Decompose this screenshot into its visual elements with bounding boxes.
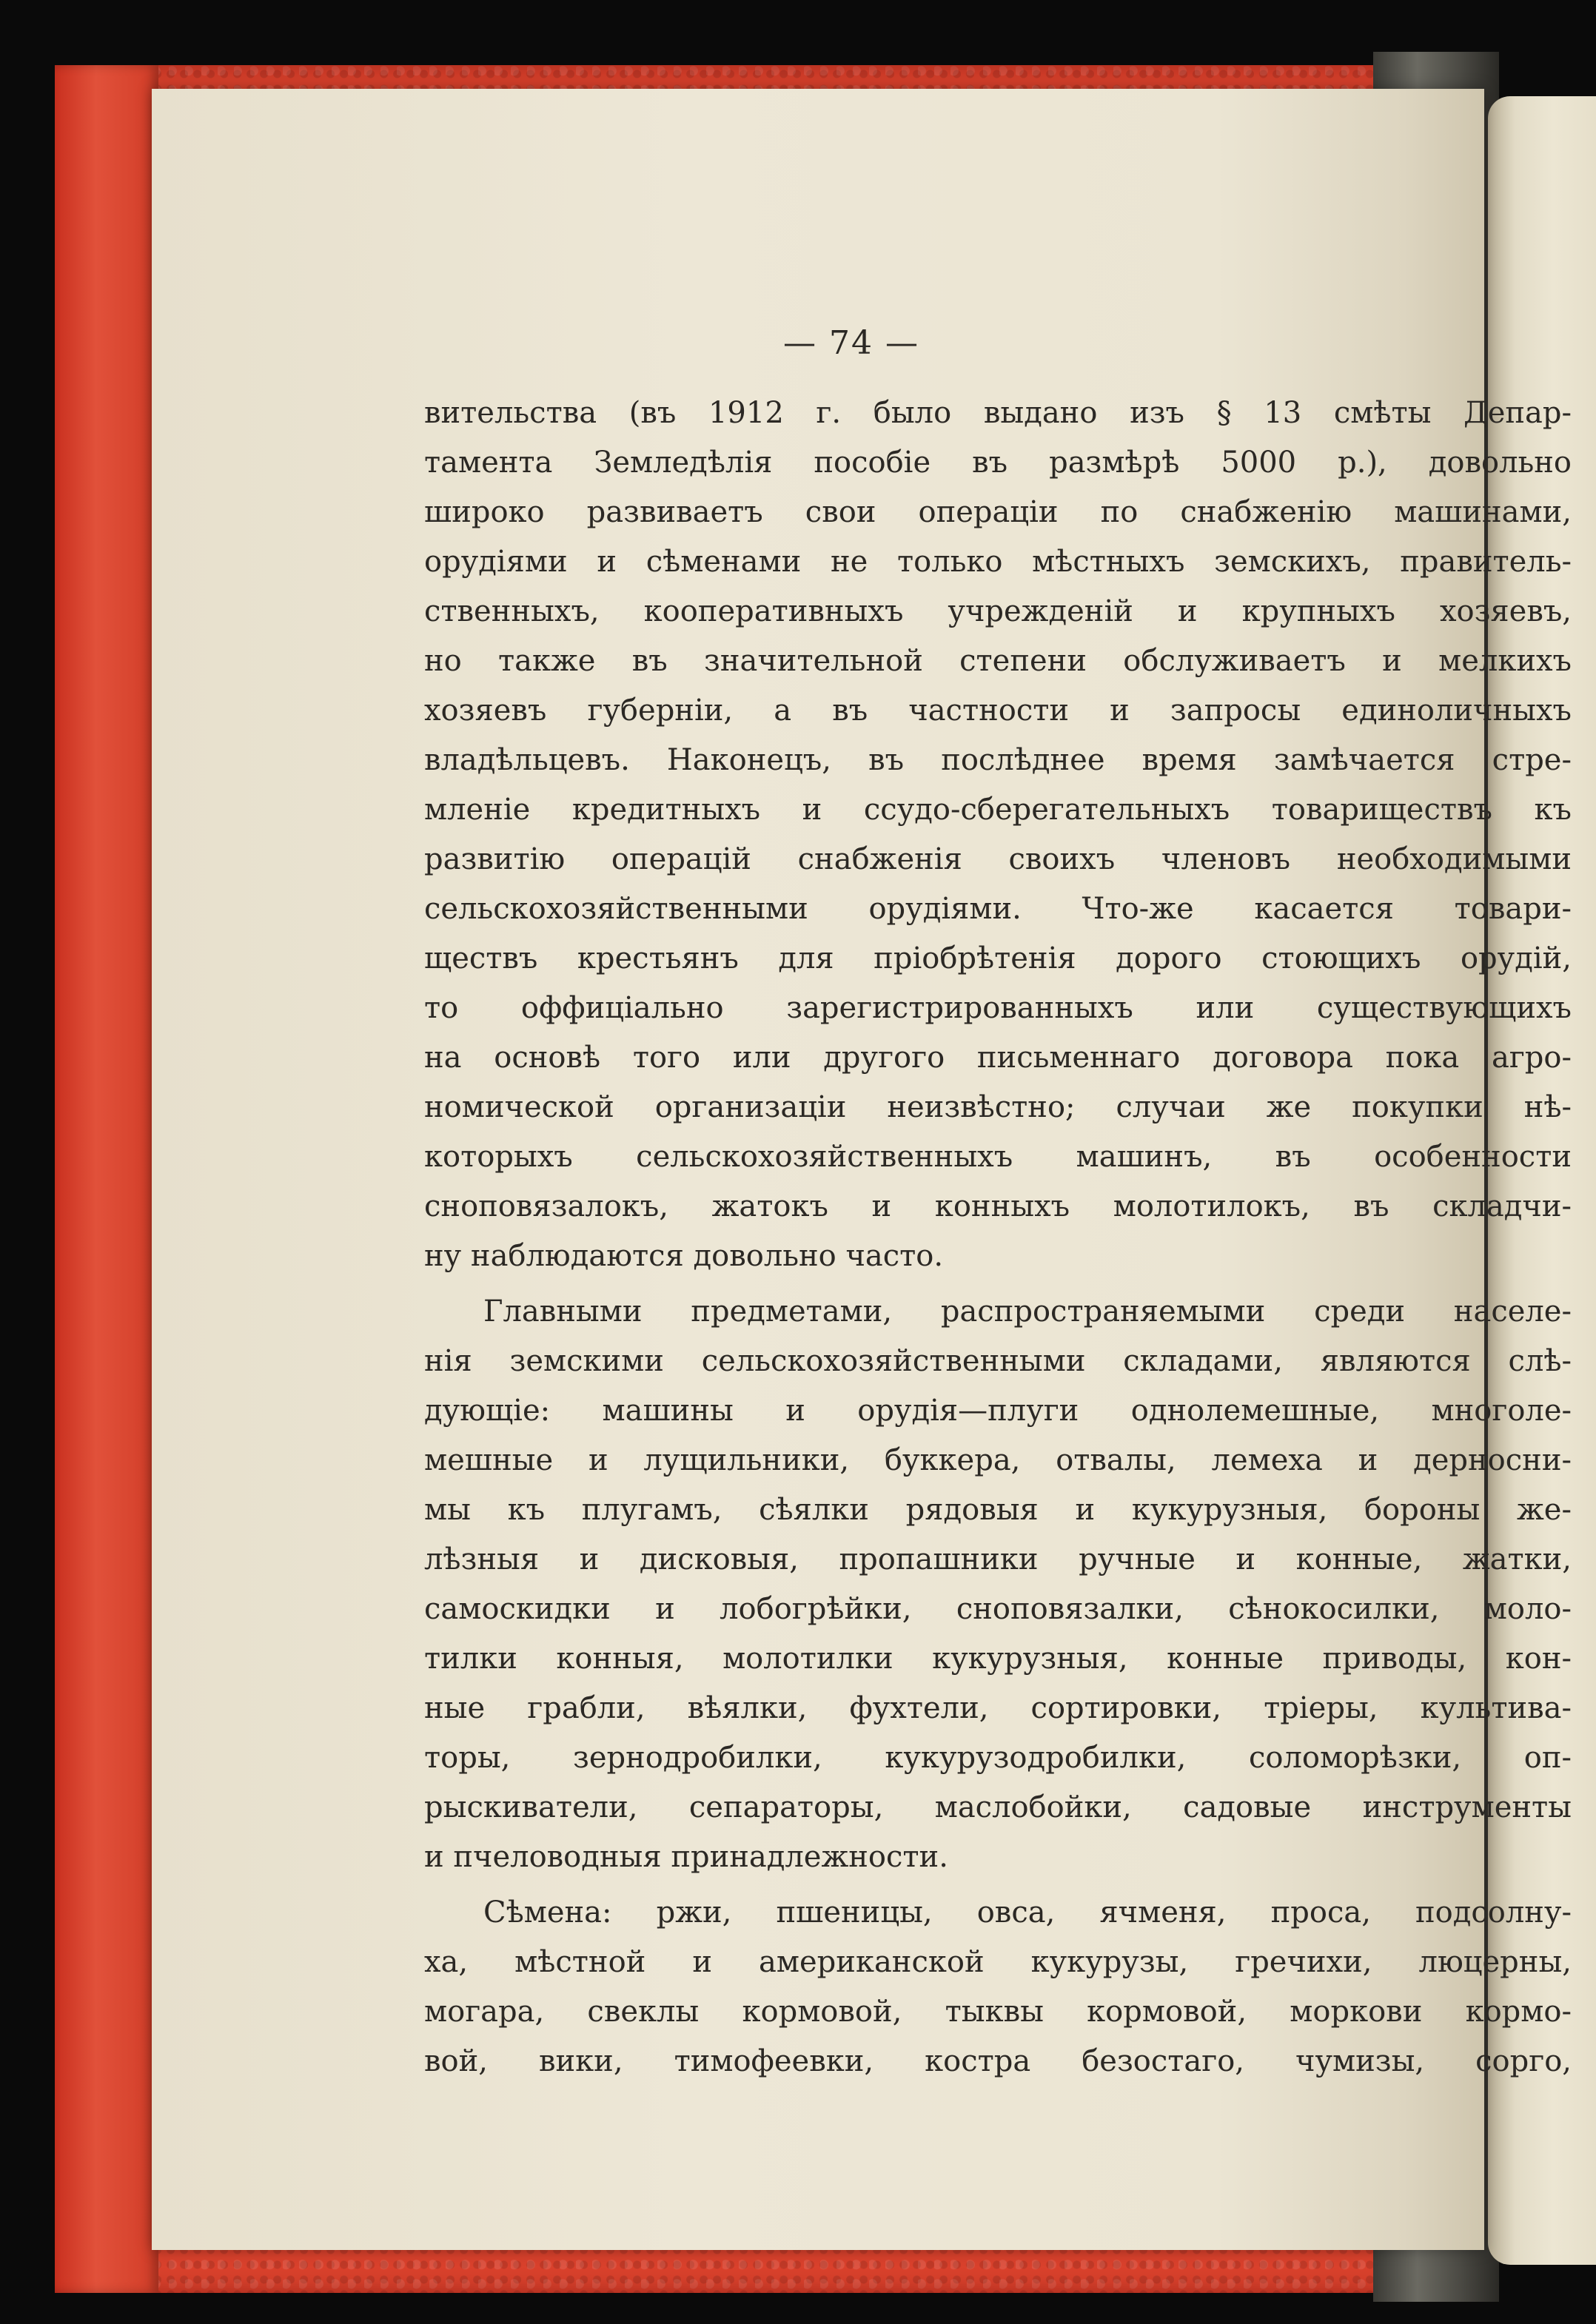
text-line: тамента Земледѣлія пособіе въ размѣрѣ 5000 р.), довольно bbox=[424, 446, 1572, 480]
text-line: ственныхъ, кооперативныхъ учрежденій и крупныхъ хозяевъ, bbox=[424, 594, 1572, 628]
text-line: Сѣмена: ржи, пшеницы, овса, ячменя, проса, подсолну- bbox=[483, 1895, 1572, 1930]
text-line: и пчеловодныя принадлежности. bbox=[424, 1840, 948, 1874]
text-line: орудіями и сѣменами не только мѣстныхъ земскихъ, правитель- bbox=[424, 545, 1572, 579]
cover-edge bbox=[55, 65, 158, 2293]
text-line: сельскохозяйственными орудіями. Что-же касается товари- bbox=[424, 892, 1572, 926]
text-line: дующіе: машины и орудія—плуги однолемешные, многоле- bbox=[424, 1394, 1572, 1428]
text-line: владѣльцевъ. Наконецъ, въ послѣднее время замѣчается стре- bbox=[424, 743, 1572, 777]
text-line: мы къ плугамъ, сѣялки рядовыя и кукурузныя, бороны же- bbox=[424, 1493, 1572, 1527]
text-line: рыскиватели, сепараторы, маслобойки, садовые инструменты bbox=[424, 1790, 1572, 1824]
text-line: лѣзныя и дисковыя, пропашники ручные и конные, жатки, bbox=[424, 1542, 1572, 1576]
text-line: нія земскими сельскохозяйственными складами, являются слѣ- bbox=[424, 1344, 1572, 1378]
page-body-text bbox=[424, 389, 1572, 2086]
text-line: то оффиціально зарегистрированныхъ или существующихъ bbox=[424, 991, 1572, 1025]
text-line: ществъ крестьянъ для пріобрѣтенія дорого стоющихъ орудій, bbox=[424, 941, 1572, 975]
text-line: мленіе кредитныхъ и ссудо-сберегательныхъ товариществъ къ bbox=[424, 793, 1572, 827]
text-line: Главными предметами, распространяемыми среди населе- bbox=[483, 1294, 1572, 1329]
text-line: широко развиваетъ свои операціи по снабженію машинами, bbox=[424, 495, 1572, 529]
paragraph-3 bbox=[424, 1888, 1572, 2086]
text-line: могара, свеклы кормовой, тыквы кормовой, моркови кормо- bbox=[424, 1995, 1572, 2029]
text-line: но также въ значительной степени обслуживаетъ и мелкихъ bbox=[424, 644, 1572, 678]
text-line: мешные и лущильники, буккера, отвалы, лемеха и дерносни- bbox=[424, 1443, 1572, 1477]
text-line: тилки конныя, молотилки кукурузныя, конные приводы, кон- bbox=[424, 1642, 1572, 1676]
text-line: вительства (въ 1912 г. было выдано изъ § 13 смѣты Депар- bbox=[424, 396, 1572, 430]
text-line: вой, вики, тимофеевки, костра безостаго, чумизы, сорго, bbox=[424, 2044, 1572, 2078]
text-line: самоскидки и лобогрѣйки, сноповязалки, сѣнокосилки, моло- bbox=[424, 1592, 1572, 1626]
text-line: развитію операцій снабженія своихъ членовъ необходимыми bbox=[424, 842, 1572, 876]
text-line: торы, зернодробилки, кукурузодробилки, соломорѣзки, оп- bbox=[424, 1741, 1572, 1775]
text-line: ну наблюдаются довольно часто. bbox=[424, 1239, 944, 1273]
text-line: номической организаціи неизвѣстно; случаи же покупки нѣ- bbox=[424, 1090, 1572, 1124]
text-line: на основѣ того или другого письменнаго договора пока агро- bbox=[424, 1041, 1572, 1075]
paragraph-1 bbox=[424, 389, 1572, 1281]
page-number: — 74 — bbox=[783, 324, 919, 362]
paragraph-2 bbox=[424, 1287, 1572, 1882]
text-line: хозяевъ губерніи, а въ частности и запросы единоличныхъ bbox=[424, 693, 1572, 728]
book-page bbox=[152, 89, 1572, 2250]
text-line: сноповязалокъ, жатокъ и конныхъ молотилокъ, въ складчи- bbox=[424, 1189, 1572, 1223]
text-line: ные грабли, вѣялки, фухтели, сортировки, тріеры, культива- bbox=[424, 1691, 1572, 1725]
text-line: ха, мѣстной и американской кукурузы, гречихи, люцерны, bbox=[424, 1945, 1572, 1979]
text-line: которыхъ сельскохозяйственныхъ машинъ, въ особенности bbox=[424, 1140, 1572, 1174]
